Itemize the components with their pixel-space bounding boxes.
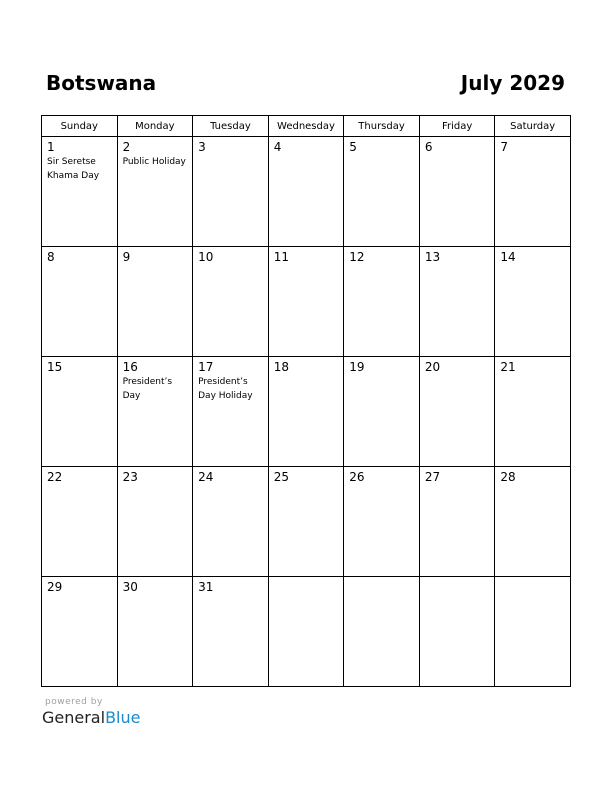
day-number: 4 (273, 140, 282, 154)
holiday-label (344, 154, 419, 155)
holiday-label (495, 484, 570, 485)
holiday-label (42, 484, 117, 485)
day-number: 10 (198, 250, 214, 264)
holiday-label (420, 374, 495, 375)
day-cell (495, 247, 571, 357)
day-number: 9 (122, 250, 131, 264)
day-cell (344, 577, 420, 687)
day-cell (117, 577, 193, 687)
holiday-label (344, 580, 419, 581)
calendar-grid (41, 115, 571, 687)
holiday-label (42, 594, 117, 595)
holiday-label (420, 484, 495, 485)
holiday-label (269, 484, 344, 485)
day-cell (495, 137, 571, 247)
day-cell (42, 137, 118, 247)
holiday-label: Public Holiday (122, 157, 186, 167)
day-number: 1 (47, 140, 55, 154)
day-number: 16 (122, 360, 138, 374)
day-number: 24 (198, 470, 214, 484)
day-number: 19 (349, 360, 365, 374)
day-cell (117, 357, 193, 467)
holiday-label (193, 154, 268, 155)
powered-by-label: powered by (45, 697, 103, 707)
day-cell (495, 577, 571, 687)
logo-text-blue: Blue (105, 708, 141, 727)
weekday-monday: Monday (117, 116, 193, 137)
month-title: July 2029 (460, 71, 565, 95)
day-cell (419, 357, 495, 467)
holiday-label (269, 264, 344, 265)
day-cell (117, 467, 193, 577)
day-number: 23 (122, 470, 138, 484)
day-number: 6 (424, 140, 433, 154)
day-number: 14 (500, 250, 516, 264)
day-cell (268, 247, 344, 357)
day-cell (42, 247, 118, 357)
day-number: 27 (424, 470, 441, 484)
day-number: 28 (500, 470, 516, 484)
weekday-sunday: Sunday (42, 116, 118, 137)
day-number: 13 (424, 250, 441, 264)
day-cell (193, 357, 269, 467)
holiday-label (269, 374, 344, 375)
weekday-tuesday: Tuesday (193, 116, 269, 137)
day-number: 17 (198, 360, 214, 374)
day-cell (419, 577, 495, 687)
weekday-header-row (42, 116, 571, 137)
holiday-label: President’s Day (122, 377, 173, 401)
country-title: Botswana (46, 71, 157, 95)
day-cell (117, 137, 193, 247)
week-row (42, 467, 571, 577)
holiday-label (344, 264, 419, 265)
day-number: 7 (500, 140, 509, 154)
day-cell (344, 467, 420, 577)
day-number: 30 (122, 580, 138, 594)
holiday-label (495, 154, 570, 155)
holiday-label (193, 484, 268, 485)
holiday-label (42, 264, 117, 265)
generalblue-logo (42, 708, 140, 727)
holiday-label (269, 580, 344, 581)
holiday-label (420, 154, 495, 155)
day-number: 3 (198, 140, 206, 154)
day-number: 20 (424, 360, 441, 374)
day-cell (344, 357, 420, 467)
day-number: 2 (122, 140, 131, 154)
day-number: 22 (47, 470, 63, 484)
holiday-label (118, 594, 193, 595)
day-cell (193, 577, 269, 687)
day-number: 26 (349, 470, 365, 484)
day-number: 21 (500, 360, 516, 374)
day-number: 5 (349, 140, 357, 154)
holiday-label: Sir Seretse Khama Day (47, 157, 100, 181)
day-number: 18 (273, 360, 289, 374)
day-number: 31 (198, 580, 214, 594)
holiday-label (420, 580, 495, 581)
day-cell (268, 577, 344, 687)
holiday-label (193, 264, 268, 265)
day-number: 29 (47, 580, 63, 594)
day-number: 8 (47, 250, 55, 264)
day-number: 11 (273, 250, 289, 264)
day-cell (495, 357, 571, 467)
holiday-label (495, 580, 570, 581)
day-cell (419, 137, 495, 247)
day-cell (42, 467, 118, 577)
day-cell (268, 467, 344, 577)
day-cell (42, 577, 118, 687)
day-cell (344, 137, 420, 247)
day-cell (268, 137, 344, 247)
day-cell (419, 247, 495, 357)
weekday-wednesday: Wednesday (268, 116, 344, 137)
week-row (42, 357, 571, 467)
holiday-label (495, 264, 570, 265)
week-row (42, 247, 571, 357)
day-cell (344, 247, 420, 357)
day-cell (495, 467, 571, 577)
day-number: 12 (349, 250, 365, 264)
holiday-label (344, 484, 419, 485)
weekday-friday: Friday (419, 116, 495, 137)
logo-text-general: General (42, 708, 106, 727)
day-number: 15 (47, 360, 63, 374)
holiday-label (495, 374, 570, 375)
week-row (42, 577, 571, 687)
day-cell (117, 247, 193, 357)
holiday-label (193, 594, 268, 595)
day-cell (419, 467, 495, 577)
holiday-label (42, 374, 117, 375)
day-number: 25 (273, 470, 289, 484)
day-cell (193, 137, 269, 247)
day-cell (268, 357, 344, 467)
holiday-label (269, 154, 344, 155)
day-cell (193, 247, 269, 357)
weekday-saturday: Saturday (495, 116, 571, 137)
day-cell (42, 357, 118, 467)
weekday-thursday: Thursday (344, 116, 420, 137)
holiday-label (420, 264, 495, 265)
day-cell (193, 467, 269, 577)
holiday-label: President’s Day Holiday (198, 377, 253, 401)
holiday-label (118, 264, 193, 265)
week-row (42, 137, 571, 247)
holiday-label (118, 484, 193, 485)
holiday-label (344, 374, 419, 375)
